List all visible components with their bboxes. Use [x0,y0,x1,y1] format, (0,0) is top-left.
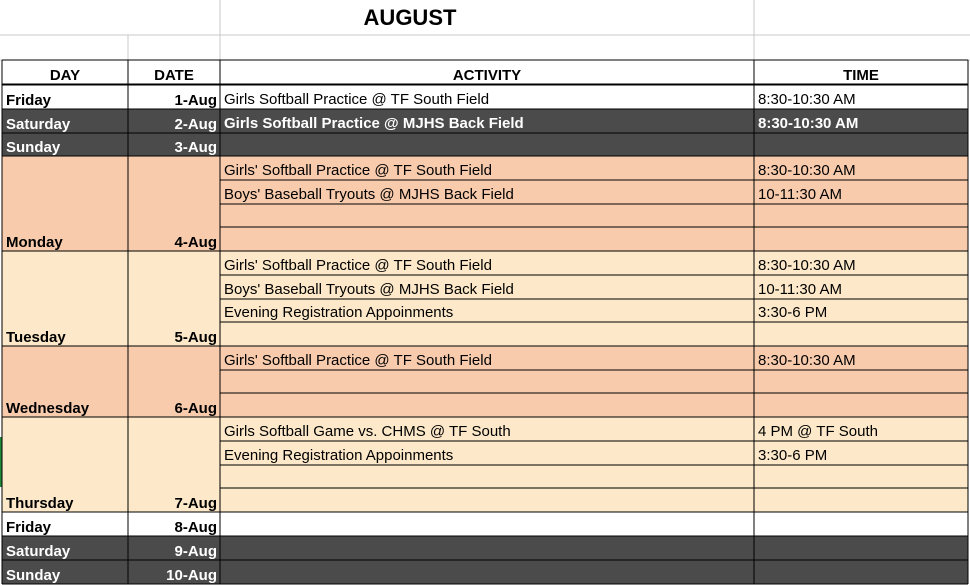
activity-cell[interactable]: Girls' Softball Practice @ TF South Field [224,352,492,369]
time-cell[interactable] [754,133,968,156]
time-cell[interactable] [754,393,968,417]
date-cell-sunday-10-aug[interactable]: 10-Aug [166,567,217,584]
date-cell-tuesday-5-aug[interactable]: 5-Aug [174,329,217,346]
day-cell-sunday-3-aug[interactable]: Sunday [6,139,61,156]
day-cell-friday-1-aug[interactable]: Friday [6,92,52,109]
activity-cell[interactable]: Girls' Softball Practice @ TF South Field [224,162,492,179]
activity-cell[interactable]: Evening Registration Appoinments [224,304,454,321]
date-cell-saturday-9-aug[interactable]: 9-Aug [174,543,217,560]
activity-cell[interactable]: Boys' Baseball Tryouts @ MJHS Back Field [224,281,514,298]
time-cell[interactable]: 8:30-10:30 AM [758,162,856,179]
header-time[interactable]: TIME [843,67,879,84]
activity-cell[interactable] [220,227,754,251]
day-cell-wednesday-6-aug[interactable]: Wednesday [6,400,90,417]
day-cell-friday-8-aug[interactable]: Friday [6,519,52,536]
time-cell[interactable] [754,227,968,251]
activity-cell[interactable]: Girls Softball Practice @ TF South Field [224,91,490,108]
activity-cell[interactable] [220,322,754,346]
time-cell[interactable] [754,204,968,227]
date-cell-saturday-2-aug[interactable]: 2-Aug [174,116,217,133]
activity-cell[interactable] [220,488,754,512]
header-date[interactable]: DATE [154,67,194,84]
activity-cell[interactable]: Boys' Baseball Tryouts @ MJHS Back Field [224,186,514,203]
header-activity[interactable]: ACTIVITY [452,67,522,84]
day-cell-saturday-9-aug[interactable]: Saturday [6,543,71,560]
activity-cell[interactable]: Girls Softball Practice @ MJHS Back Field [224,115,524,132]
activity-cell[interactable] [220,370,754,393]
time-cell[interactable]: 8:30-10:30 AM [758,115,859,132]
time-cell[interactable]: 3:30-6 PM [758,447,828,464]
activity-cell[interactable] [220,536,754,560]
day-cell-thursday-7-aug[interactable]: Thursday [6,495,74,512]
date-cell-monday-4-aug[interactable]: 4-Aug [174,234,217,251]
time-cell[interactable] [754,465,968,488]
date-cell-wednesday-6-aug[interactable]: 6-Aug [174,400,217,417]
time-cell[interactable]: 8:30-10:30 AM [758,352,856,369]
activity-cell[interactable] [220,512,754,536]
time-cell[interactable] [754,560,968,584]
activity-cell[interactable] [220,560,754,584]
time-cell[interactable]: 4 PM @ TF South [758,423,878,440]
activity-cell[interactable] [220,393,754,417]
activity-cell[interactable]: Girls Softball Game vs. CHMS @ TF South [224,423,511,440]
time-cell[interactable]: 3:30-6 PM [758,304,828,321]
page-title[interactable]: AUGUST [363,4,457,30]
time-cell[interactable] [754,536,968,560]
activity-cell[interactable]: Girls' Softball Practice @ TF South Field [224,257,492,274]
time-cell[interactable]: 8:30-10:30 AM [758,257,856,274]
time-cell[interactable]: 8:30-10:30 AM [758,91,856,108]
time-cell[interactable]: 10-11:30 AM [758,281,842,298]
time-cell[interactable] [754,512,968,536]
day-cell-sunday-10-aug[interactable]: Sunday [6,567,61,584]
activity-cell[interactable]: Evening Registration Appoinments [224,447,454,464]
date-cell-friday-8-aug[interactable]: 8-Aug [174,519,217,536]
activity-cell[interactable] [220,465,754,488]
day-cell-tuesday-5-aug[interactable]: Tuesday [6,329,66,346]
time-cell[interactable] [754,370,968,393]
activity-cell[interactable] [220,133,754,156]
time-cell[interactable] [754,488,968,512]
time-cell[interactable] [754,322,968,346]
header-day[interactable]: DAY [49,67,81,84]
date-cell-sunday-3-aug[interactable]: 3-Aug [174,139,217,156]
activity-cell[interactable] [220,204,754,227]
date-cell-friday-1-aug[interactable]: 1-Aug [174,92,217,109]
time-cell[interactable]: 10-11:30 AM [758,186,842,203]
day-cell-saturday-2-aug[interactable]: Saturday [6,116,71,133]
date-cell-thursday-7-aug[interactable]: 7-Aug [174,495,217,512]
day-cell-monday-4-aug[interactable]: Monday [6,234,63,251]
